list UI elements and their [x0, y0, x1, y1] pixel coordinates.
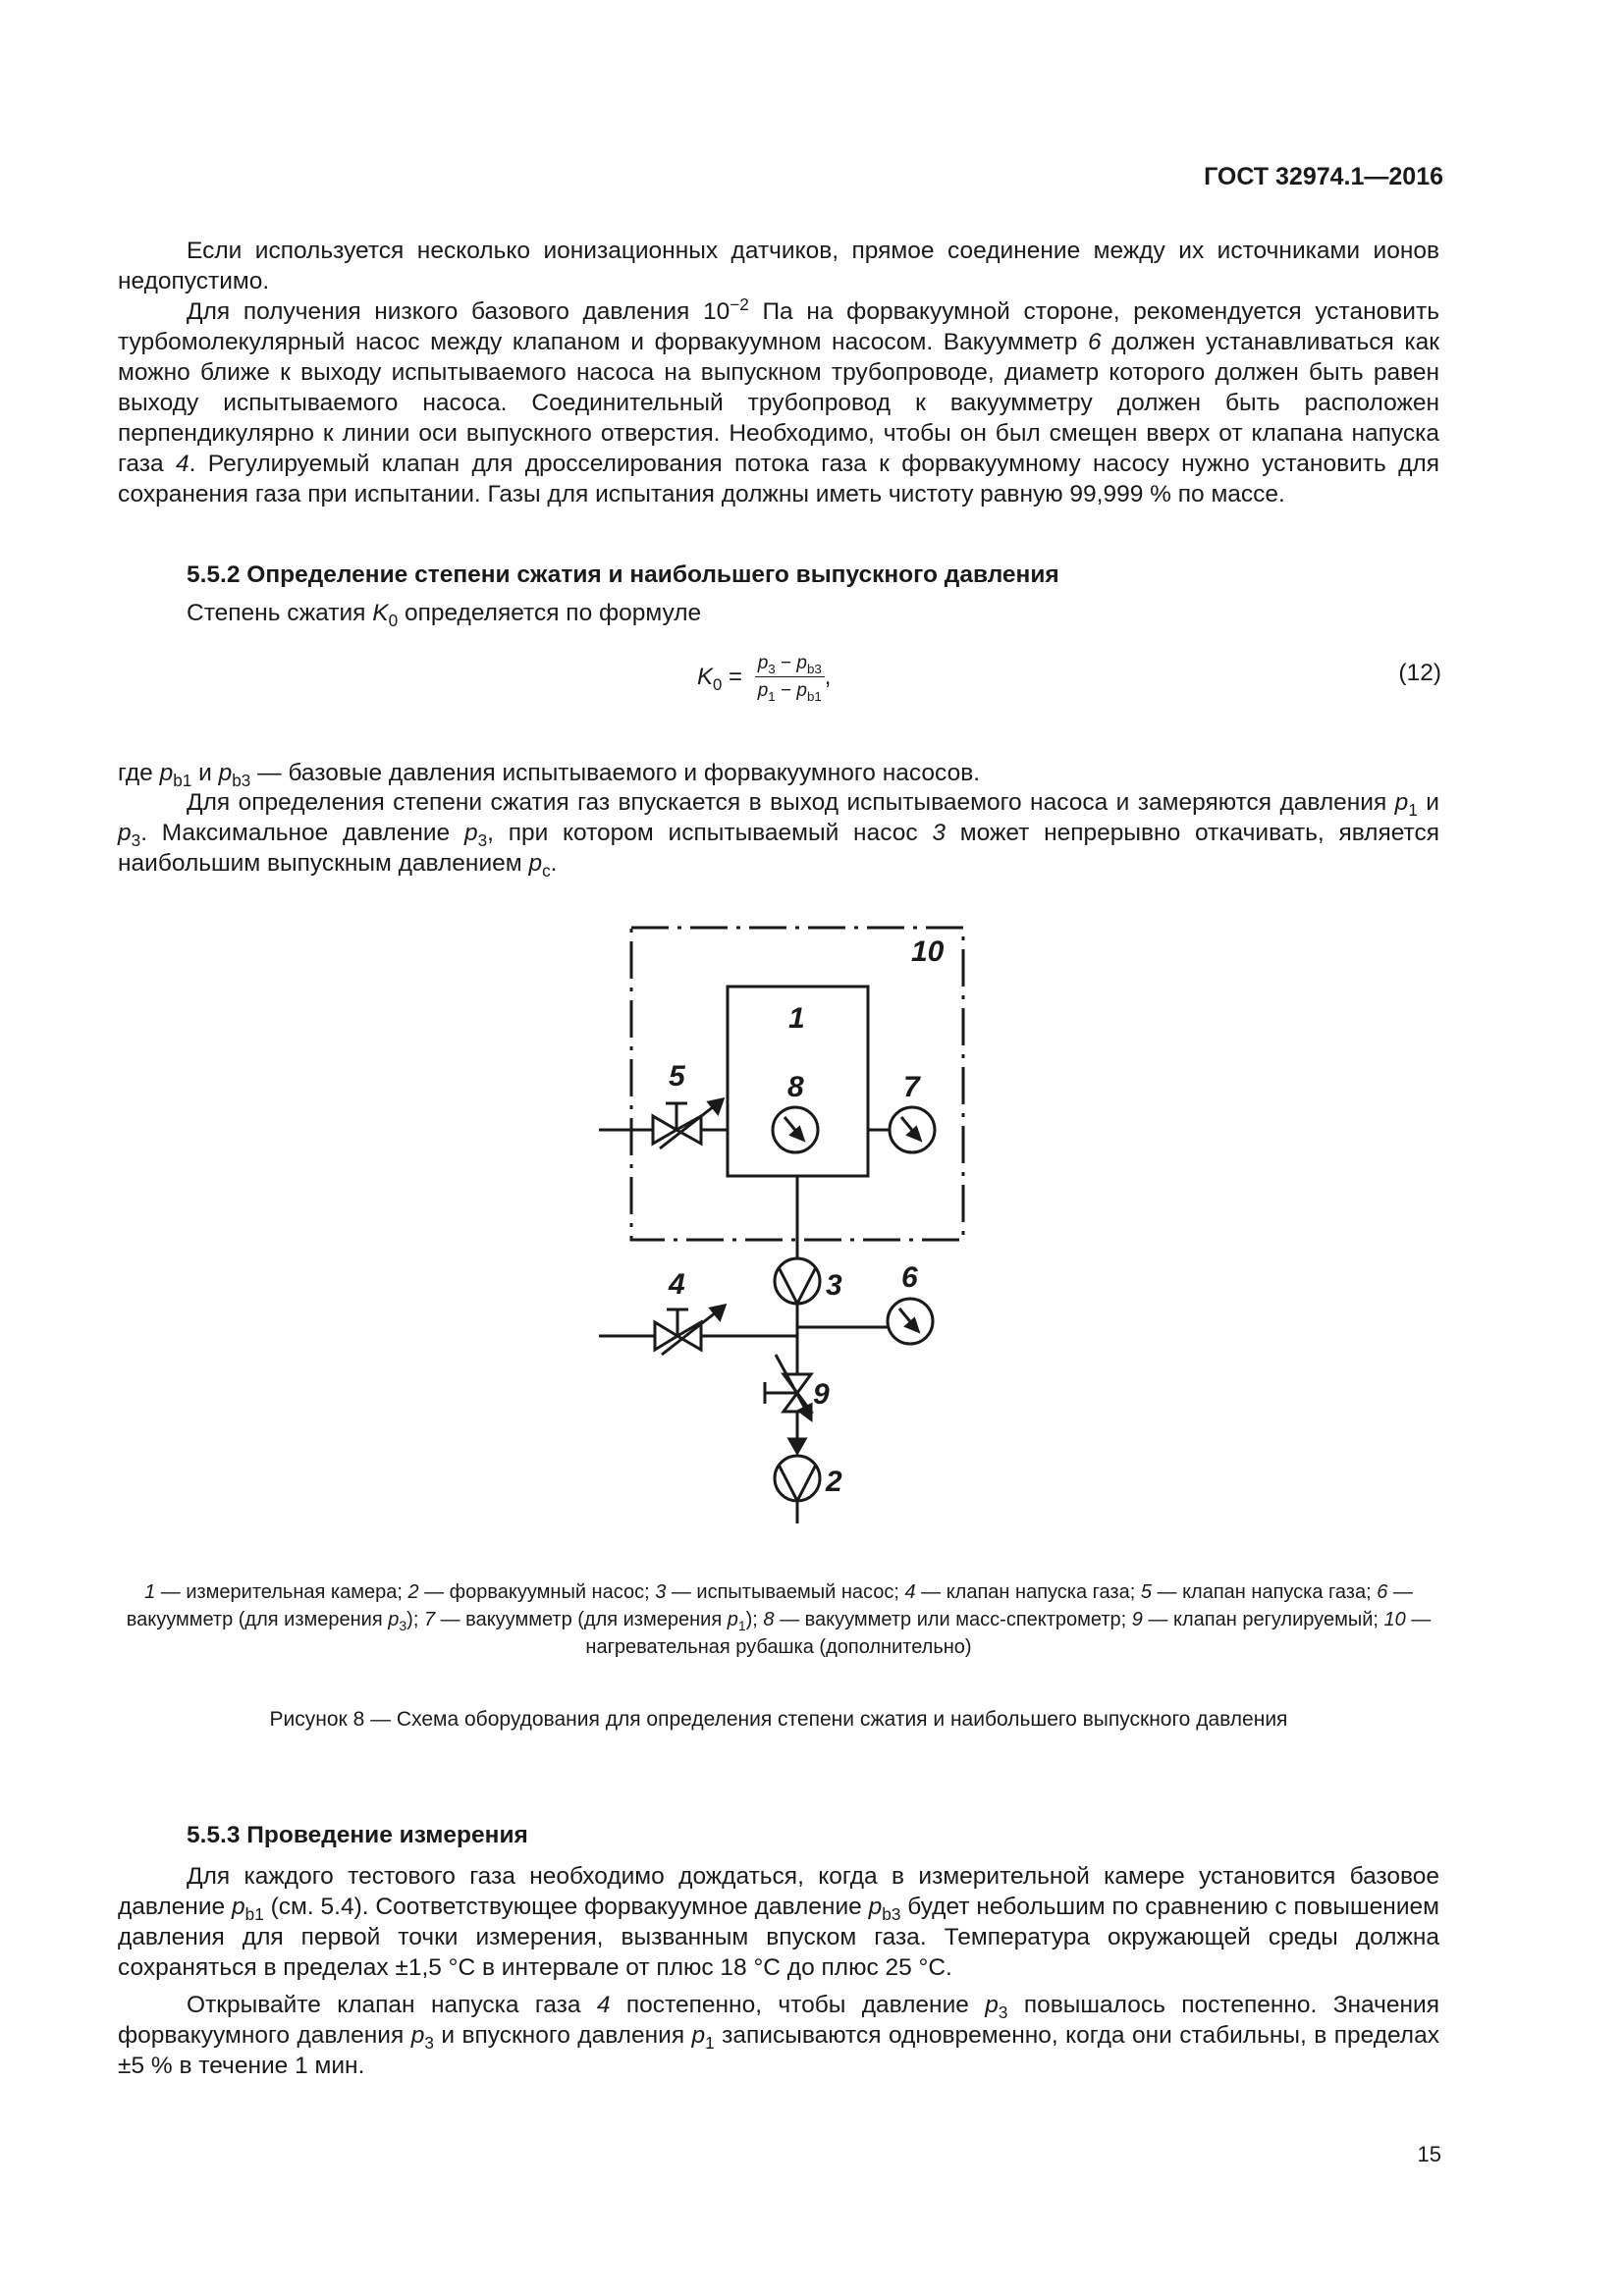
label-5: 5: [669, 1060, 685, 1093]
paragraph-base-pressure: Для получения низкого базового давления $10^{-2}$ Па на форвакуумной стороне, рекомендуется установить турбомолекулярный насос между клапаном и форвакуумном насосом. Вакуумметр 6 должен устанавливаться как можно ближе к выходу испытываемого насоса на выпускном трубопроводе, диаметр которого должен быть равен выходу испытываемого насоса. Соединительный трубопровод к вакуумметру должен быть расположен перпендикулярно к линии оси выпускного отверстия. Необходимо, чтобы он был смещен вверх от клапана напуска газа 4. Регулируемый клапан для дросселирования потока газа к форвакуумному насосу нужно установить для сохранения газа при испытании. Газы для испытания должны иметь чистоту равную 99,999 % по массе.: [118, 294, 1439, 507]
label-1: 1: [788, 1002, 805, 1035]
document-header: ГОСТ 32974.1—2016: [1204, 163, 1443, 190]
valve-9-icon: [765, 1355, 811, 1453]
gauge-6-icon: [888, 1299, 933, 1344]
gauge-7-icon: [890, 1107, 935, 1152]
pump-2-icon: [775, 1456, 820, 1523]
gauge-8-icon: [773, 1107, 818, 1152]
paragraph-where: где $p_{b1}$ и $p_{b3}$ — базовые давления испытываемого и форвакуумного насосов.: [118, 760, 981, 790]
paragraph-compression-method: Для определения степени сжатия газ впускается в выход испытываемого насоса и замеряются давления $p_1$ и $p_3$. Максимальное давление $p_3$, при котором испытываемый насос 3 может непрерывно откачивать, является наибольшим выпускным давлением $p_c$.: [118, 789, 1440, 881]
label-2: 2: [826, 1466, 842, 1498]
label-7: 7: [903, 1071, 920, 1103]
figure-8-legend: 1 — измерительная камера; 2 — форвакуумный насос; 3 — испытываемый насос; 4 — клапан напуска газа; 5 — клапан напуска газа; 6 — вакуумметр (для измерения $p_3$); 7 — вакуумметр (для измерения $p_1$); 8 — вакуумметр или масс-спектрометр; 9 — клапан регулируемый; 10 — нагревательная рубашка (дополнительно): [126, 1581, 1432, 1658]
formula-number: (12): [1398, 660, 1441, 686]
paragraph-open-valve: Открывайте клапан напуска газа 4 постепенно, чтобы давление $p_3$ повышалось постепенно. Значения форвакуумного давления $p_3$ и впускного давления $p_1$ записываются одновременно, когда они стабильны, в пределах ±5 % в течение 1 мин.: [118, 1992, 1439, 2079]
valve-4-icon: [655, 1306, 725, 1355]
pump-3-icon: [775, 1258, 820, 1304]
label-3: 3: [826, 1269, 842, 1302]
paragraph-ion-sensors: Если используется несколько ионизационных датчиков, прямое соединение между их источниками ионов недопустимо.: [118, 238, 1439, 294]
paragraph-compression-ratio: Степень сжатия $K_0$ определяется по формуле: [187, 600, 702, 630]
label-4: 4: [669, 1268, 685, 1301]
section-5-5-2-title: 5.5.2 Определение степени сжатия и наибольшего выпускного давления: [187, 561, 1059, 588]
label-6: 6: [901, 1261, 918, 1294]
figure-8-title: Рисунок 8 — Схема оборудования для определения степени сжатия и наибольшего выпускного давления: [269, 1708, 1288, 1731]
page-number: 15: [1417, 2142, 1441, 2166]
section-5-5-3-title: 5.5.3 Проведение измерения: [187, 1822, 528, 1848]
valve-5-icon: [653, 1099, 723, 1148]
label-9: 9: [813, 1378, 830, 1411]
paragraph-measurement: Для каждого тестового газа необходимо дождаться, когда в измерительной камере установится базовое давление $p_{b1}$ (см. 5.4). Соответствующее форвакуумное давление $p_{b3}$ будет небольшим по сравнению с повышением давления для первой точки измерения, вызванным впуском газа. Температура окружающей среды должна сохраняться в пределах ±1,5 °С в интервале от плюс 18 °С до плюс 25 °С.: [118, 1863, 1439, 1981]
label-8: 8: [787, 1071, 804, 1103]
formula-12: $K_0$ = $\frac{p_3 - p_{b3}}{p_1 - p_{b1}}$ ,: [697, 653, 832, 704]
label-10: 10: [911, 935, 945, 968]
